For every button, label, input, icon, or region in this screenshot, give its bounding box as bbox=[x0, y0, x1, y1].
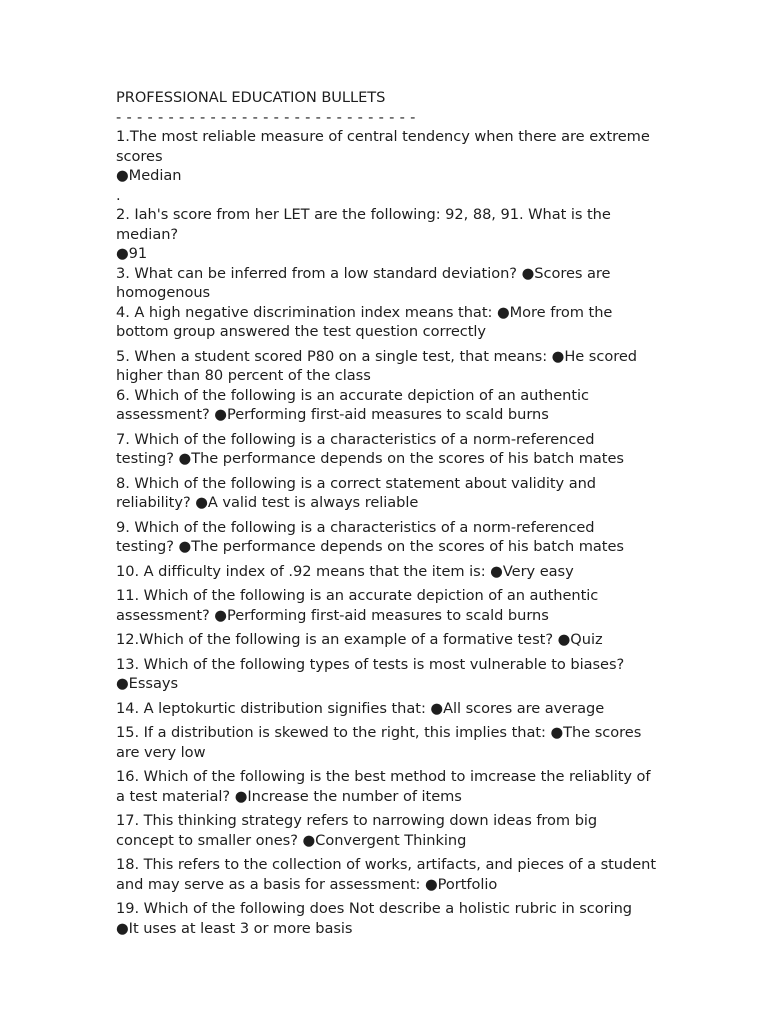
list-item: ●Median bbox=[116, 167, 182, 184]
list-item: 11. Which of the following is an accurate depiction of an authentic assessment? ●Performing first-aid measures to scald burns bbox=[116, 587, 599, 624]
list-item: . bbox=[116, 186, 121, 204]
list-item: 7. Which of the following is a characteristics of a norm-referenced testing? ●The performance depends on the scores of his batch mates bbox=[116, 430, 624, 467]
list-item: 8. Which of the following is a correct statement about validity and reliability? ●A valid test is always reliable bbox=[116, 474, 596, 511]
list-item: 17. This thinking strategy refers to narrowing down ideas from big concept to smaller ones? ●Convergent Thinking bbox=[116, 812, 598, 849]
list-item: 10. A difficulty index of .92 means that the item is: ●Very easy bbox=[116, 562, 574, 580]
list-item: 18. This refers to the collection of works, artifacts, and pieces of a student and may serve as a basis for assessment: ●Portfolio bbox=[116, 856, 657, 893]
list-item: 15. If a distribution is skewed to the right, this implies that: ●The scores are very low bbox=[116, 724, 642, 761]
document-body bbox=[116, 88, 656, 943]
list-item: 14. A leptokurtic distribution signifies that: ●All scores are average bbox=[116, 699, 605, 717]
list-item: 9. Which of the following is a characteristics of a norm-referenced testing? ●The performance depends on the scores of his batch mates bbox=[116, 518, 624, 555]
list-item: 5. When a student scored P80 on a single test, that means: ●He scored higher than 80 percent of the class bbox=[116, 347, 637, 384]
list-item: 2. Iah's score from her LET are the following: 92, 88, 91. What is the median? bbox=[116, 206, 611, 243]
list-item: 16. Which of the following is the best method to imcrease the reliablity of a test material? ●Increase the number of items bbox=[116, 768, 651, 805]
list-item: 1.The most reliable measure of central tendency when there are extreme scores bbox=[116, 128, 650, 165]
list-item: 12.Which of the following is an example of a formative test? ●Quiz bbox=[116, 631, 603, 648]
list-item: 4. A high negative discrimination index means that: ●More from the bottom group answered the test question correctly bbox=[116, 303, 613, 340]
list-item: 19. Which of the following does Not describe a holistic rubric in scoring ●It uses at least 3 or more basis bbox=[116, 900, 633, 937]
document-title: PROFESSIONAL EDUCATION BULLETS bbox=[116, 89, 386, 106]
list-item: ●91 bbox=[116, 245, 148, 262]
list-item: 3. What can be inferred from a low standard deviation? ●Scores are homogenous bbox=[116, 264, 611, 301]
separator-line: - - - - - - - - - - - - - - - - - - - - - - - - - - - - - bbox=[116, 108, 416, 126]
list-item: 6. Which of the following is an accurate depiction of an authentic assessment? ●Performing first-aid measures to scald burns bbox=[116, 386, 590, 423]
list-item: 13. Which of the following types of tests is most vulnerable to biases? ●Essays bbox=[116, 655, 625, 692]
